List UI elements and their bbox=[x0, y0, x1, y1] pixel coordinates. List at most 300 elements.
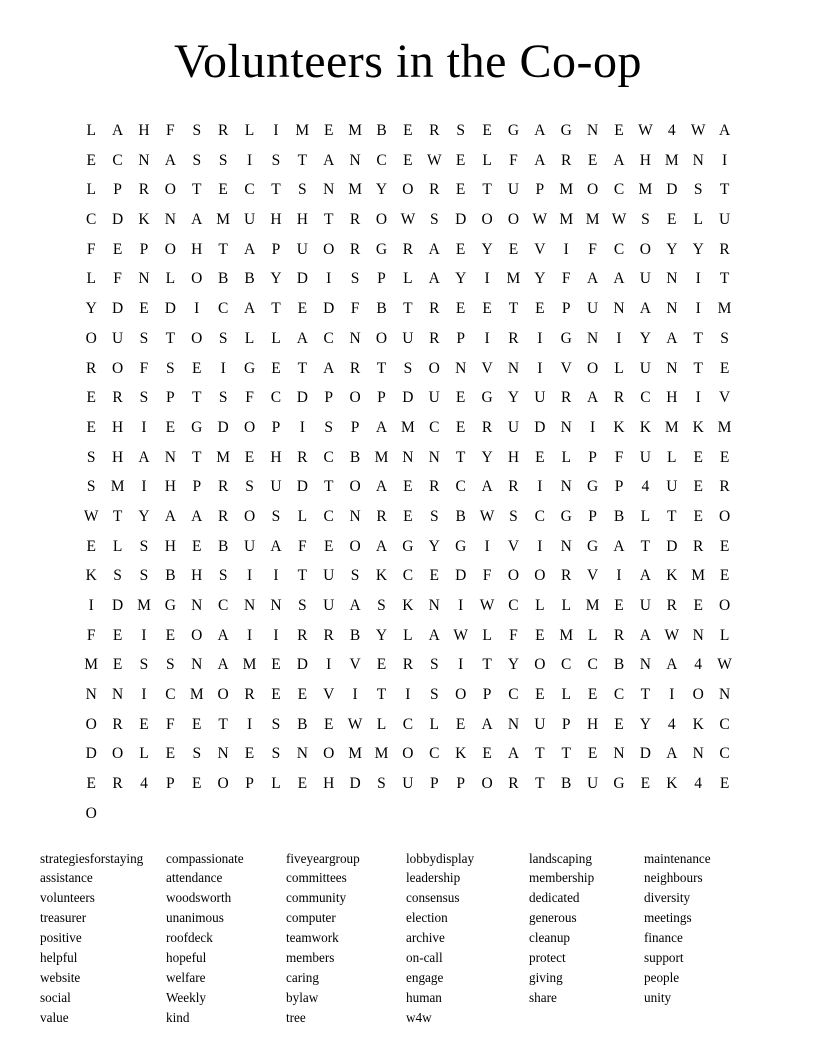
grid-cell[interactable]: S bbox=[456, 122, 465, 139]
grid-cell[interactable]: E bbox=[693, 448, 703, 466]
grid-cell[interactable]: C bbox=[217, 597, 229, 614]
grid-cell[interactable]: I bbox=[141, 418, 147, 436]
grid-cell[interactable]: Y bbox=[481, 240, 493, 258]
grid-cell[interactable]: A bbox=[639, 626, 651, 644]
grid-cell[interactable]: L bbox=[244, 329, 255, 347]
grid-cell[interactable]: N bbox=[270, 597, 282, 614]
grid-cell[interactable]: H bbox=[138, 122, 150, 139]
word-list-item[interactable]: support bbox=[644, 950, 684, 966]
grid-cell[interactable]: F bbox=[350, 300, 360, 318]
grid-cell[interactable]: U bbox=[639, 597, 651, 614]
grid-cell[interactable]: M bbox=[216, 211, 231, 229]
grid-cell[interactable]: V bbox=[323, 686, 335, 704]
grid-cell[interactable]: N bbox=[560, 537, 572, 555]
grid-cell[interactable]: T bbox=[192, 181, 202, 199]
grid-cell[interactable]: B bbox=[217, 537, 229, 555]
grid-cell[interactable]: E bbox=[218, 181, 228, 199]
grid-cell[interactable]: A bbox=[375, 418, 388, 436]
word-list-item[interactable]: woodsworth bbox=[166, 890, 232, 906]
grid-cell[interactable]: S bbox=[429, 686, 439, 704]
grid-cell[interactable]: L bbox=[429, 715, 439, 733]
grid-cell[interactable]: D bbox=[296, 478, 308, 496]
grid-cell[interactable]: O bbox=[455, 686, 467, 704]
grid-cell[interactable]: S bbox=[429, 211, 439, 229]
grid-cell[interactable]: D bbox=[111, 300, 124, 318]
grid-cell[interactable]: Y bbox=[639, 715, 651, 733]
grid-cell[interactable]: U bbox=[666, 478, 678, 496]
grid-cell[interactable]: O bbox=[243, 507, 256, 525]
grid-cell[interactable]: E bbox=[297, 300, 308, 318]
grid-cell[interactable]: U bbox=[587, 300, 599, 318]
grid-cell[interactable]: N bbox=[217, 745, 229, 763]
grid-cell[interactable]: A bbox=[164, 507, 176, 525]
word-list-item[interactable]: generous bbox=[529, 910, 577, 926]
grid-cell[interactable]: B bbox=[217, 270, 229, 288]
grid-cell[interactable]: U bbox=[402, 329, 414, 347]
grid-cell[interactable]: D bbox=[296, 389, 308, 407]
grid-cell[interactable]: O bbox=[428, 359, 440, 377]
word-list-item[interactable]: committees bbox=[286, 870, 347, 886]
grid-cell[interactable]: I bbox=[458, 597, 464, 614]
grid-cell[interactable]: O bbox=[217, 686, 229, 704]
word-list-item[interactable]: helpful bbox=[40, 950, 78, 966]
grid-cell[interactable]: D bbox=[164, 300, 176, 318]
grid-cell[interactable]: K bbox=[375, 567, 388, 585]
grid-cell[interactable]: L bbox=[271, 775, 281, 793]
grid-cell[interactable]: H bbox=[270, 211, 282, 229]
grid-cell[interactable]: C bbox=[112, 151, 123, 169]
grid-cell[interactable]: S bbox=[192, 151, 202, 169]
grid-cell[interactable]: M bbox=[559, 626, 574, 644]
grid-cell[interactable]: O bbox=[243, 418, 256, 436]
word-list-item[interactable]: members bbox=[286, 950, 335, 966]
grid-cell[interactable]: I bbox=[669, 686, 675, 704]
grid-cell[interactable]: T bbox=[112, 507, 123, 525]
grid-cell[interactable]: H bbox=[164, 537, 176, 555]
grid-cell[interactable]: Y bbox=[85, 300, 97, 318]
word-list-item[interactable]: engage bbox=[406, 969, 444, 985]
grid-cell[interactable]: O bbox=[692, 686, 704, 704]
grid-cell[interactable]: E bbox=[376, 656, 387, 674]
grid-cell[interactable]: F bbox=[509, 151, 518, 169]
grid-cell[interactable]: W bbox=[664, 626, 680, 644]
grid-cell[interactable]: B bbox=[455, 507, 466, 525]
grid-cell[interactable]: G bbox=[587, 478, 599, 496]
grid-cell[interactable]: R bbox=[244, 686, 255, 704]
grid-cell[interactable]: U bbox=[270, 478, 282, 496]
grid-cell[interactable]: W bbox=[690, 122, 706, 139]
grid-cell[interactable]: A bbox=[666, 656, 678, 674]
grid-cell[interactable]: N bbox=[666, 359, 678, 377]
grid-cell[interactable]: N bbox=[692, 626, 704, 644]
grid-cell[interactable]: A bbox=[613, 537, 625, 555]
grid-cell[interactable]: F bbox=[561, 270, 571, 288]
grid-cell[interactable]: M bbox=[374, 448, 389, 466]
grid-cell[interactable]: I bbox=[695, 300, 701, 318]
word-list-item[interactable]: w4w bbox=[406, 1009, 432, 1025]
grid-cell[interactable]: K bbox=[692, 715, 704, 733]
grid-cell[interactable]: H bbox=[587, 715, 599, 733]
grid-cell[interactable]: H bbox=[507, 448, 520, 466]
grid-cell[interactable]: T bbox=[165, 329, 176, 347]
grid-cell[interactable]: I bbox=[141, 626, 147, 644]
grid-cell[interactable]: A bbox=[243, 240, 256, 258]
word-list-item[interactable]: value bbox=[40, 1009, 69, 1025]
grid-cell[interactable]: M bbox=[664, 151, 679, 169]
grid-cell[interactable]: R bbox=[561, 567, 572, 585]
grid-cell[interactable]: K bbox=[613, 418, 625, 436]
word-list-item[interactable]: protect bbox=[529, 950, 566, 966]
grid-cell[interactable]: L bbox=[86, 270, 96, 288]
grid-cell[interactable]: E bbox=[323, 537, 334, 555]
grid-cell[interactable]: E bbox=[535, 300, 545, 318]
grid-cell[interactable]: K bbox=[138, 211, 150, 229]
grid-cell[interactable]: Y bbox=[666, 240, 678, 258]
grid-cell[interactable]: D bbox=[534, 418, 546, 436]
grid-cell[interactable]: E bbox=[693, 478, 703, 496]
grid-cell[interactable]: E bbox=[455, 151, 466, 169]
grid-cell[interactable]: L bbox=[376, 715, 387, 733]
grid-cell[interactable]: S bbox=[298, 597, 307, 614]
grid-cell[interactable]: Y bbox=[507, 389, 520, 407]
grid-cell[interactable]: F bbox=[588, 240, 597, 258]
grid-cell[interactable]: L bbox=[86, 122, 96, 139]
grid-cell[interactable]: P bbox=[377, 389, 386, 407]
grid-cell[interactable]: L bbox=[403, 270, 413, 288]
grid-cell[interactable]: E bbox=[271, 686, 281, 704]
grid-cell[interactable]: Y bbox=[455, 270, 467, 288]
grid-cell[interactable]: C bbox=[244, 181, 255, 199]
grid-cell[interactable]: A bbox=[587, 270, 599, 288]
grid-cell[interactable]: A bbox=[349, 597, 361, 614]
grid-cell[interactable]: T bbox=[297, 151, 308, 169]
grid-cell[interactable]: B bbox=[244, 270, 255, 288]
word-list-item[interactable]: archive bbox=[406, 930, 445, 946]
grid-cell[interactable]: S bbox=[693, 181, 703, 199]
grid-cell[interactable]: A bbox=[481, 715, 493, 733]
grid-cell[interactable]: P bbox=[456, 329, 465, 347]
grid-cell[interactable]: W bbox=[479, 597, 495, 614]
grid-cell[interactable]: O bbox=[507, 211, 520, 229]
grid-cell[interactable]: R bbox=[297, 626, 308, 644]
grid-cell[interactable]: S bbox=[429, 507, 439, 525]
grid-cell[interactable]: F bbox=[86, 626, 96, 644]
grid-cell[interactable]: N bbox=[587, 329, 599, 347]
word-list-item[interactable]: community bbox=[286, 890, 347, 906]
grid-cell[interactable]: S bbox=[139, 389, 149, 407]
grid-cell[interactable]: H bbox=[270, 448, 282, 466]
grid-cell[interactable]: A bbox=[613, 270, 625, 288]
grid-cell[interactable]: E bbox=[86, 537, 96, 555]
grid-cell[interactable]: E bbox=[323, 715, 334, 733]
grid-cell[interactable]: A bbox=[428, 240, 440, 258]
grid-cell[interactable]: H bbox=[111, 448, 124, 466]
grid-cell[interactable]: L bbox=[403, 626, 413, 644]
grid-cell[interactable]: B bbox=[613, 656, 625, 674]
grid-cell[interactable]: A bbox=[138, 448, 150, 466]
grid-cell[interactable]: R bbox=[86, 359, 97, 377]
grid-cell[interactable]: A bbox=[428, 626, 440, 644]
grid-cell[interactable]: S bbox=[86, 448, 96, 466]
grid-cell[interactable]: E bbox=[455, 181, 466, 199]
grid-cell[interactable]: O bbox=[85, 804, 97, 822]
grid-cell[interactable]: T bbox=[719, 181, 730, 199]
grid-cell[interactable]: E bbox=[455, 240, 466, 258]
grid-cell[interactable]: M bbox=[717, 300, 732, 318]
grid-cell[interactable]: A bbox=[428, 270, 440, 288]
grid-cell[interactable]: I bbox=[220, 359, 226, 377]
grid-cell[interactable]: A bbox=[534, 122, 546, 139]
grid-cell[interactable]: T bbox=[535, 745, 545, 763]
grid-cell[interactable]: F bbox=[245, 389, 254, 407]
grid-cell[interactable]: M bbox=[295, 122, 310, 139]
grid-cell[interactable]: A bbox=[323, 151, 335, 169]
grid-cell[interactable]: P bbox=[456, 775, 465, 793]
grid-cell[interactable]: E bbox=[719, 567, 730, 585]
grid-cell[interactable]: E bbox=[429, 567, 439, 585]
grid-cell[interactable]: P bbox=[482, 686, 492, 704]
grid-cell[interactable]: L bbox=[112, 537, 123, 555]
grid-cell[interactable]: E bbox=[86, 389, 96, 407]
grid-cell[interactable]: U bbox=[639, 448, 651, 466]
grid-cell[interactable]: P bbox=[588, 448, 597, 466]
grid-cell[interactable]: N bbox=[507, 715, 520, 733]
grid-cell[interactable]: E bbox=[640, 775, 651, 793]
grid-cell[interactable]: C bbox=[402, 715, 414, 733]
grid-cell[interactable]: C bbox=[534, 507, 545, 525]
grid-cell[interactable]: E bbox=[112, 240, 123, 258]
grid-cell[interactable]: E bbox=[482, 300, 492, 318]
grid-cell[interactable]: T bbox=[271, 300, 281, 318]
grid-cell[interactable]: E bbox=[455, 418, 466, 436]
grid-cell[interactable]: C bbox=[323, 448, 334, 466]
grid-cell[interactable]: E bbox=[587, 686, 598, 704]
word-list-item[interactable]: attendance bbox=[166, 870, 223, 886]
grid-cell[interactable]: O bbox=[164, 240, 176, 258]
grid-cell[interactable]: H bbox=[191, 567, 203, 585]
grid-cell[interactable]: E bbox=[271, 359, 281, 377]
grid-cell[interactable]: U bbox=[296, 240, 308, 258]
grid-cell[interactable]: N bbox=[138, 151, 150, 169]
word-list-item[interactable]: compassionate bbox=[166, 850, 244, 866]
grid-cell[interactable]: U bbox=[323, 567, 335, 585]
grid-cell[interactable]: O bbox=[191, 626, 203, 644]
grid-cell[interactable]: O bbox=[217, 775, 229, 793]
grid-cell[interactable]: M bbox=[559, 181, 574, 199]
grid-cell[interactable]: S bbox=[139, 567, 149, 585]
grid-cell[interactable]: U bbox=[587, 775, 599, 793]
grid-cell[interactable]: N bbox=[718, 686, 731, 704]
grid-cell[interactable]: P bbox=[377, 270, 386, 288]
grid-cell[interactable]: M bbox=[559, 211, 574, 229]
grid-cell[interactable]: A bbox=[243, 300, 256, 318]
grid-cell[interactable]: K bbox=[666, 775, 678, 793]
grid-cell[interactable]: E bbox=[86, 775, 96, 793]
word-list-item[interactable]: hopeful bbox=[166, 950, 207, 966]
grid-cell[interactable]: E bbox=[139, 300, 149, 318]
grid-cell[interactable]: O bbox=[375, 329, 388, 347]
grid-cell[interactable]: E bbox=[667, 211, 677, 229]
grid-cell[interactable]: I bbox=[88, 597, 94, 614]
grid-cell[interactable]: D bbox=[296, 656, 308, 674]
grid-cell[interactable]: C bbox=[613, 240, 625, 258]
grid-cell[interactable]: N bbox=[191, 597, 203, 614]
grid-cell[interactable]: G bbox=[507, 122, 520, 139]
grid-cell[interactable]: S bbox=[139, 656, 149, 674]
grid-cell[interactable]: F bbox=[298, 537, 307, 555]
grid-cell[interactable]: T bbox=[640, 686, 651, 704]
grid-cell[interactable]: P bbox=[324, 389, 334, 407]
grid-cell[interactable]: L bbox=[482, 626, 492, 644]
grid-cell[interactable]: U bbox=[323, 597, 335, 614]
grid-cell[interactable]: I bbox=[194, 300, 200, 318]
grid-cell[interactable]: E bbox=[112, 656, 123, 674]
grid-cell[interactable]: F bbox=[113, 270, 122, 288]
grid-cell[interactable]: N bbox=[613, 745, 625, 763]
grid-cell[interactable]: W bbox=[638, 122, 653, 139]
grid-cell[interactable]: E bbox=[139, 715, 149, 733]
grid-cell[interactable]: T bbox=[297, 359, 308, 377]
grid-cell[interactable]: R bbox=[429, 478, 440, 496]
grid-cell[interactable]: V bbox=[560, 359, 572, 377]
grid-cell[interactable]: A bbox=[666, 329, 678, 347]
word-list-item[interactable]: leadership bbox=[406, 870, 461, 886]
grid-cell[interactable]: R bbox=[376, 507, 387, 525]
grid-cell[interactable]: F bbox=[139, 359, 149, 377]
word-list-item[interactable]: finance bbox=[644, 930, 683, 946]
grid-cell[interactable]: E bbox=[323, 122, 334, 139]
grid-cell[interactable]: I bbox=[141, 686, 147, 704]
grid-cell[interactable]: P bbox=[614, 478, 624, 496]
grid-cell[interactable]: O bbox=[111, 359, 124, 377]
grid-cell[interactable]: S bbox=[166, 359, 175, 377]
grid-cell[interactable]: O bbox=[402, 745, 414, 763]
grid-cell[interactable]: S bbox=[350, 567, 360, 585]
grid-cell[interactable]: R bbox=[561, 151, 572, 169]
grid-cell[interactable]: 4 bbox=[641, 478, 650, 496]
grid-cell[interactable]: E bbox=[112, 626, 123, 644]
grid-cell[interactable]: E bbox=[165, 745, 176, 763]
grid-cell[interactable]: W bbox=[400, 211, 416, 229]
grid-cell[interactable]: 4 bbox=[694, 656, 703, 674]
grid-cell[interactable]: S bbox=[218, 329, 228, 347]
word-list-item[interactable]: roofdeck bbox=[166, 930, 213, 946]
grid-cell[interactable]: U bbox=[639, 270, 651, 288]
grid-cell[interactable]: R bbox=[429, 329, 440, 347]
grid-cell[interactable]: L bbox=[271, 329, 281, 347]
grid-cell[interactable]: S bbox=[377, 775, 386, 793]
grid-cell[interactable]: R bbox=[508, 329, 519, 347]
grid-cell[interactable]: D bbox=[85, 745, 97, 763]
grid-cell[interactable]: W bbox=[347, 715, 363, 733]
grid-cell[interactable]: P bbox=[245, 775, 254, 793]
grid-cell[interactable]: S bbox=[139, 329, 149, 347]
grid-cell[interactable]: T bbox=[297, 567, 308, 585]
grid-cell[interactable]: N bbox=[323, 181, 335, 199]
grid-cell[interactable]: E bbox=[693, 597, 703, 614]
grid-cell[interactable]: N bbox=[164, 211, 176, 229]
grid-cell[interactable]: L bbox=[561, 597, 571, 614]
grid-cell[interactable]: U bbox=[639, 359, 651, 377]
grid-cell[interactable]: N bbox=[613, 300, 625, 318]
grid-cell[interactable]: R bbox=[349, 240, 361, 258]
grid-cell[interactable]: R bbox=[429, 300, 440, 318]
grid-cell[interactable]: S bbox=[720, 329, 729, 347]
grid-cell[interactable]: I bbox=[326, 270, 332, 288]
grid-cell[interactable]: A bbox=[296, 329, 308, 347]
grid-cell[interactable]: U bbox=[243, 537, 256, 555]
grid-cell[interactable]: V bbox=[718, 389, 731, 407]
grid-cell[interactable]: H bbox=[111, 418, 124, 436]
grid-cell[interactable]: L bbox=[139, 745, 149, 763]
grid-cell[interactable]: D bbox=[111, 597, 124, 614]
grid-cell[interactable]: H bbox=[296, 211, 308, 229]
grid-cell[interactable]: A bbox=[639, 300, 651, 318]
grid-cell[interactable]: N bbox=[692, 151, 704, 169]
grid-cell[interactable]: A bbox=[639, 567, 651, 585]
grid-cell[interactable]: S bbox=[245, 478, 254, 496]
grid-cell[interactable]: D bbox=[666, 537, 678, 555]
grid-cell[interactable]: A bbox=[191, 507, 203, 525]
grid-cell[interactable]: M bbox=[137, 597, 151, 614]
grid-cell[interactable]: I bbox=[484, 537, 490, 555]
grid-cell[interactable]: E bbox=[403, 151, 413, 169]
grid-cell[interactable]: P bbox=[139, 240, 149, 258]
grid-cell[interactable]: P bbox=[166, 775, 175, 793]
grid-cell[interactable]: K bbox=[666, 567, 678, 585]
grid-cell[interactable]: T bbox=[693, 329, 703, 347]
grid-cell[interactable]: R bbox=[112, 389, 123, 407]
grid-cell[interactable]: T bbox=[640, 537, 651, 555]
grid-cell[interactable]: E bbox=[297, 775, 308, 793]
word-list-item[interactable]: maintenance bbox=[644, 850, 711, 866]
grid-cell[interactable]: I bbox=[273, 626, 279, 644]
grid-cell[interactable]: O bbox=[718, 597, 731, 614]
grid-cell[interactable]: O bbox=[375, 211, 388, 229]
grid-cell[interactable]: F bbox=[166, 715, 175, 733]
grid-cell[interactable]: N bbox=[138, 270, 150, 288]
grid-cell[interactable]: L bbox=[640, 507, 651, 525]
grid-cell[interactable]: N bbox=[349, 507, 361, 525]
grid-cell[interactable]: C bbox=[429, 418, 440, 436]
word-list-item[interactable]: assistance bbox=[40, 870, 93, 886]
grid-cell[interactable]: R bbox=[323, 626, 334, 644]
grid-cell[interactable]: G bbox=[455, 537, 467, 555]
grid-cell[interactable]: E bbox=[192, 715, 202, 733]
grid-cell[interactable]: E bbox=[192, 775, 202, 793]
word-list-item[interactable]: lobbydisplay bbox=[406, 850, 475, 866]
grid-cell[interactable]: L bbox=[482, 151, 492, 169]
grid-cell[interactable]: E bbox=[86, 418, 96, 436]
grid-cell[interactable]: I bbox=[273, 567, 279, 585]
grid-cell[interactable]: L bbox=[86, 181, 96, 199]
grid-cell[interactable]: L bbox=[535, 597, 545, 614]
grid-cell[interactable]: U bbox=[111, 329, 124, 347]
grid-cell[interactable]: P bbox=[271, 240, 281, 258]
grid-cell[interactable]: E bbox=[482, 122, 492, 139]
grid-cell[interactable]: S bbox=[403, 359, 413, 377]
grid-cell[interactable]: E bbox=[719, 537, 730, 555]
grid-cell[interactable]: S bbox=[350, 270, 360, 288]
grid-cell[interactable]: W bbox=[426, 151, 442, 169]
grid-cell[interactable]: K bbox=[692, 418, 704, 436]
grid-cell[interactable]: E bbox=[455, 300, 466, 318]
grid-cell[interactable]: T bbox=[403, 300, 413, 318]
grid-cell[interactable]: U bbox=[534, 715, 546, 733]
grid-cell[interactable]: S bbox=[509, 507, 518, 525]
word-list-item[interactable]: computer bbox=[286, 910, 336, 926]
grid-cell[interactable]: S bbox=[298, 181, 307, 199]
